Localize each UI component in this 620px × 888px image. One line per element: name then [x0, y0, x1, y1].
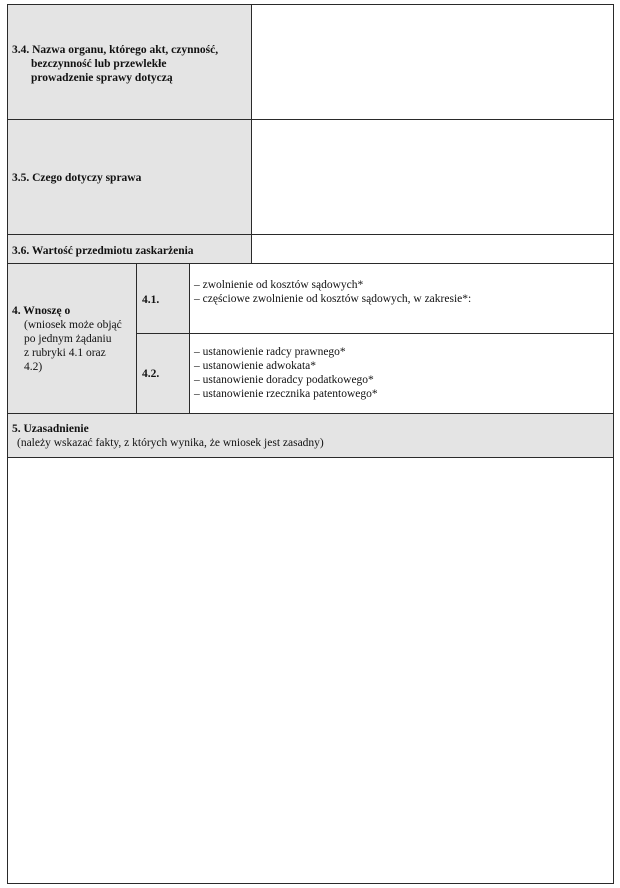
section-4-2-options [194, 345, 378, 401]
section-3-4-input-field[interactable] [251, 4, 614, 120]
section-5-header: 5. Uzasadnienie (należy wskazać fakty, z których wynika, że wniosek jest zasadny) [12, 423, 324, 449]
section-3-6-input-field[interactable] [251, 234, 614, 264]
section-4-1-number: 4.1. [142, 294, 160, 306]
section-3-4-label: 3.4. Nazwa organu, którego akt, czynność, bezczynność lub przewlekłe prowadzenie sprawy dotyczą [12, 44, 219, 84]
option-court-fee-exemption[interactable]: – zwolnienie od kosztów sądowych* [194, 279, 364, 291]
section-3-6-label: 3.6. Wartość przedmiotu zaskarżenia [12, 245, 194, 257]
section-3-5-label: 3.5. Czego dotyczy sprawa [12, 172, 142, 184]
option-tax-advisor[interactable]: – ustanowienie doradcy podatkowego* [194, 374, 374, 386]
section-5-justification-field[interactable] [7, 457, 614, 884]
section-4-label: 4. Wnoszę o (wniosek może objąć po jednym żądaniu z rubryki 4.1 oraz 4.2) [12, 305, 122, 373]
section-3-5-input-field[interactable] [251, 119, 614, 235]
option-advocate[interactable]: – ustanowienie adwokata* [194, 360, 316, 372]
option-patent-attorney[interactable]: – ustanowienie rzecznika patentowego* [194, 388, 378, 400]
option-partial-court-fee-exemption[interactable]: – częściowe zwolnienie od kosztów sądowych, w zakresie*: [194, 293, 472, 305]
section-4-1-options [194, 278, 471, 306]
section-4-2-number: 4.2. [142, 368, 160, 380]
option-legal-counsel[interactable]: – ustanowienie radcy prawnego* [194, 346, 346, 358]
